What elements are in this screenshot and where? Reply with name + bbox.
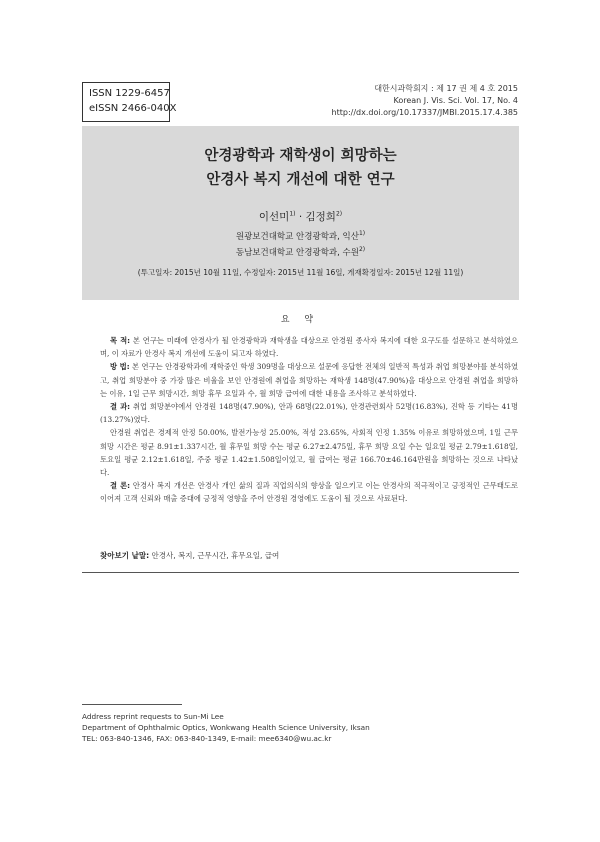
affiliation-1-mark: 1) (358, 230, 366, 238)
section-divider (82, 572, 519, 573)
result-label: 결 과: (110, 402, 131, 412)
title-line-2: 안경사 복지 개선에 대한 연구 (206, 172, 395, 188)
footnote-line-1: Address reprint requests to Sun-Mi Lee (82, 712, 224, 721)
affiliation-2-mark: 2) (358, 246, 366, 254)
abstract-result (100, 400, 518, 426)
issn-print: ISSN 1229-6457 (89, 88, 170, 99)
abstract-body (100, 334, 518, 506)
affiliation-1 (82, 230, 519, 242)
abstract-method (100, 360, 518, 400)
abstract-heading: 요 약 (280, 315, 320, 325)
method-label: 방 법: (110, 362, 130, 372)
purpose-label: 목 적: (110, 336, 131, 345)
affiliation-2-text: 동남보건대학교 안경광학과, 수원 (235, 248, 359, 258)
title-band (82, 126, 519, 300)
author-separator: · (295, 211, 306, 223)
author-2: 김정희 (305, 211, 336, 223)
author-2-mark: 2) (335, 210, 343, 218)
conclusion-label: 결 론: (110, 481, 131, 491)
issn-box (82, 82, 177, 122)
author-list (82, 209, 519, 224)
abstract-purpose (100, 334, 518, 360)
conclusion-text: 안경사 복지 개선은 안경사 개인 삶의 질과 직업의식의 향상을 일으키고 이는 안경사의 적극적이고 긍정적인 근무태도로 이어져 고객 신뢰와 매출 증대에 긍정적 영향을 주어 안경원 경영에도 도움이 될 것으로 사료된다. (100, 481, 518, 504)
author-1: 이선미 (258, 211, 290, 223)
keywords (100, 550, 518, 561)
abstract-conclusion (100, 479, 518, 505)
keywords-text: 안경사, 복지, 근무시간, 휴무요일, 급여 (149, 551, 280, 560)
affiliation-2 (82, 246, 519, 258)
issn-electronic: eISSN 2466-040X (89, 103, 177, 114)
correspondence-footnote (82, 711, 522, 744)
affiliation-1-text: 원광보건대학교 안경광학과, 익산 (235, 232, 359, 242)
journal-english: Korean J. Vis. Sci. Vol. 17, No. 4 (393, 96, 518, 105)
footnote-line-3: TEL: 063-840-1346, FAX: 063-840-1349, E-mail: mee6340@wu.ac.kr (82, 734, 332, 743)
paper-title (82, 144, 519, 192)
method-text: 본 연구는 안경광학과에 재학중인 학생 309명을 대상으로 설문에 응답한 전체의 일반적 특성과 취업 희망분야를 분석하였고, 취업 희망분야 중 가장 많은 비율을 보인 안경원에 취업을 희망하는 재학생 148명(47.90%)을 대상으로 안경원 취업을 희망하는 이유, 1일 근무 희망시간, 희망 휴무 요일과 수, 월 희망 급여에 대한 내용을 조사하고 분석하였다. (100, 362, 519, 398)
journal-korean: 대한시과학회지 : 제 17 권 제 4 호 2015 (374, 84, 518, 93)
result-text: 취업 희망분야에서 안경원 148명(47.90%), 안과 68명(22.01%), 안경관련회사 52명(16.83%), 진학 등 기타는 41명(13.27%)였다. (100, 402, 518, 425)
journal-doi[interactable]: http://dx.doi.org/10.17337/JMBI.2015.17.4.385 (331, 108, 518, 117)
title-line-1: 안경광학과 재학생이 희망하는 (204, 148, 397, 164)
author-1-mark: 1) (289, 210, 296, 218)
abstract-result-2: 안경원 취업은 경제적 안정 50.00%, 발전가능성 25.00%, 적성 23.65%, 사회적 인정 1.35% 이유로 희망하였으며, 1일 근무 희망 시간은 평균 8.91±1.337시간, 월 휴무일 희망 수는 평균 6.27±2.475일, 휴무 희망 요일 수는 일요일 평균 2.79±1.618일, 토요일 평균 2.12±1.618일, 주중 평균 1.42±1.508일이었고, 월 급여는 평균 166.70±46.164만원을 희망하는 것으로 나타났다. (100, 428, 518, 478)
purpose-text: 본 연구는 미래에 안경사가 될 안경광학과 재학생을 대상으로 안경원 종사자 복지에 대한 요구도를 설문하고 분석하였으며, 이 자료가 안경사 복지 개선에 도움이 되고자 하였다. (100, 336, 518, 359)
footnote-divider (82, 704, 182, 705)
footnote-line-2: Department of Ophthalmic Optics, Wonkwang Health Science University, Iksan (82, 723, 370, 732)
journal-info (332, 83, 518, 119)
keywords-label: 찾아보기 낱말: (100, 551, 150, 560)
submission-dates: (투고일자: 2015년 10월 11일, 수정일자: 2015년 11월 16일, 게재확정일자: 2015년 12월 11일) (137, 268, 464, 277)
